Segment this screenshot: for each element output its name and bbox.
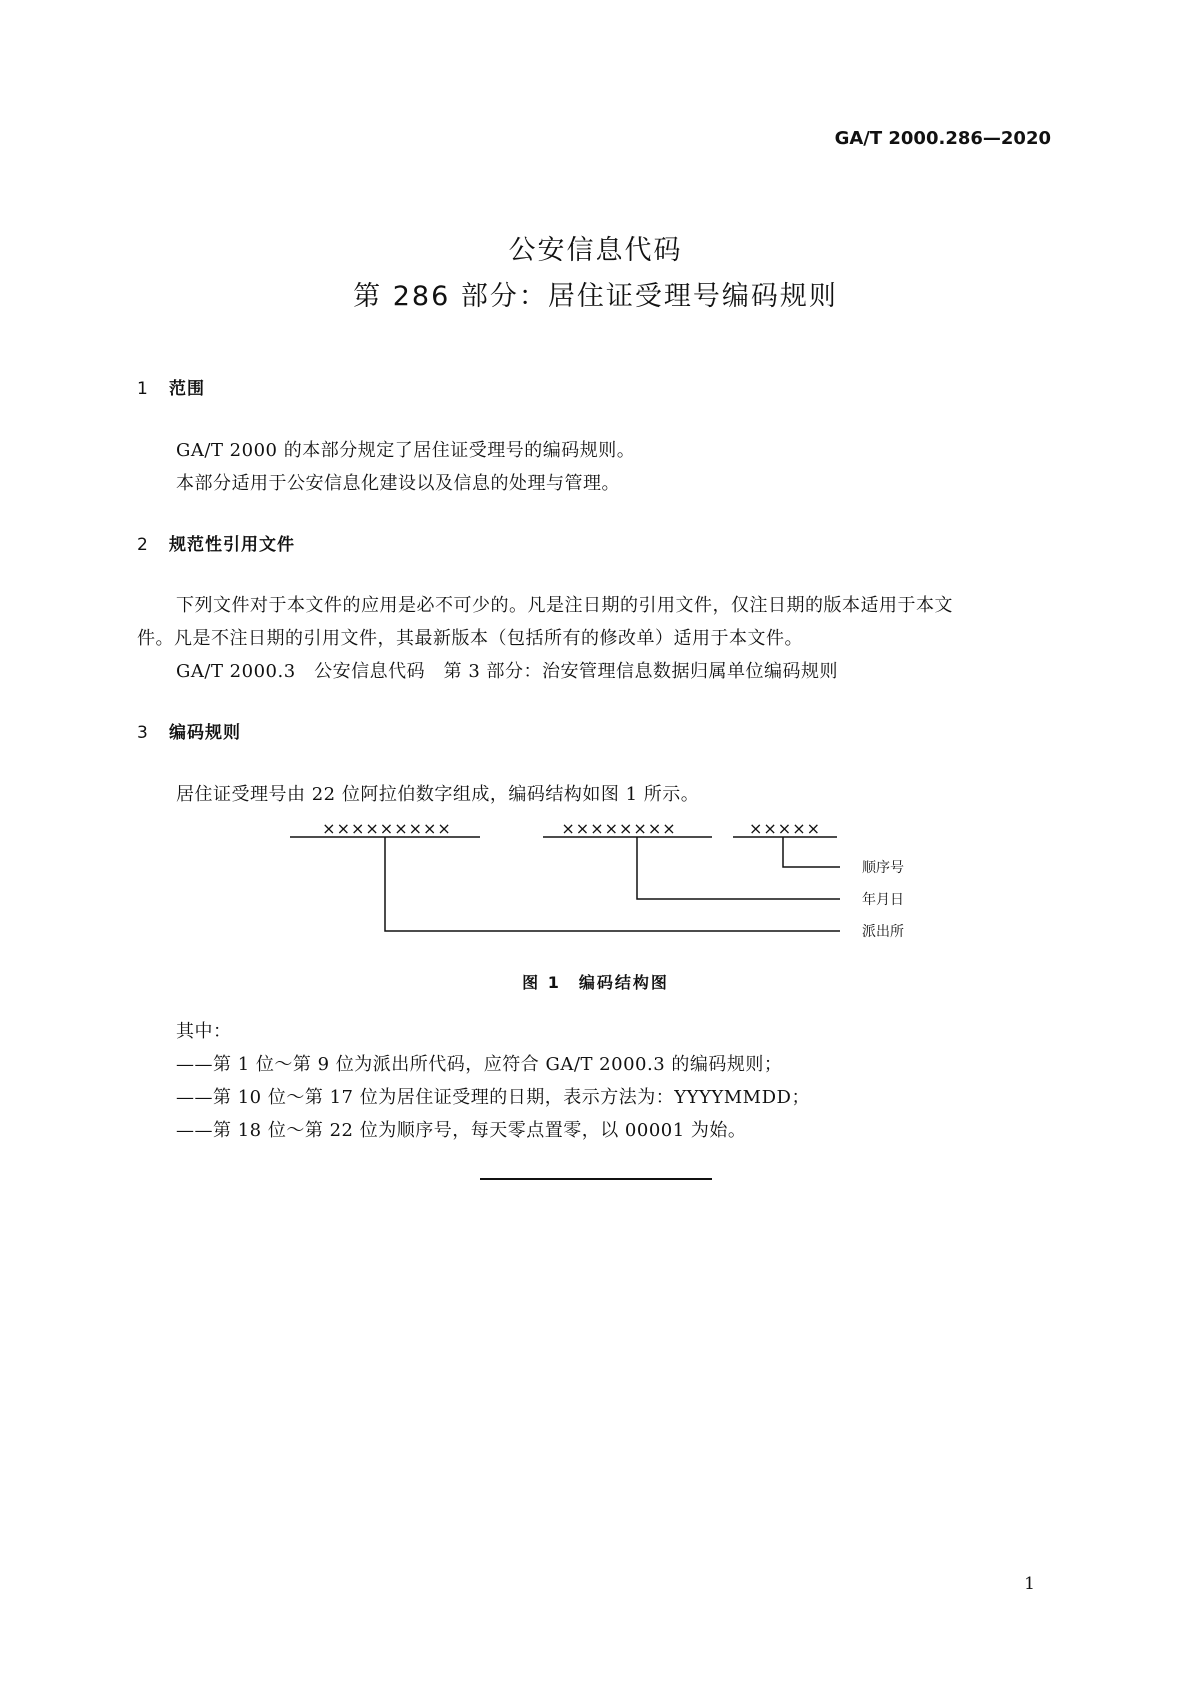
- section-number: 3: [137, 723, 149, 743]
- date-label: 年月日: [862, 892, 904, 908]
- sequence-leader-line: [783, 837, 840, 867]
- station-label: 派出所: [862, 924, 904, 940]
- sequence-code-placeholder: ×××××: [748, 819, 822, 838]
- paragraph: GA/T 2000 的本部分规定了居住证受理号的编码规则。: [176, 440, 636, 461]
- section-number: 1: [137, 379, 149, 399]
- notes-intro: 其中：: [176, 1021, 232, 1042]
- reference-item: GA/T 2000.3 公安信息代码 第 3 部分：治安管理信息数据归属单位编码规则: [176, 661, 839, 682]
- list-item: ——第 18 位～第 22 位为顺序号，每天零点置零，以 00001 为始。: [176, 1120, 747, 1141]
- paragraph: 本部分适用于公安信息化建设以及信息的处理与管理。: [176, 473, 620, 494]
- paragraph: 下列文件对于本文件的应用是必不可少的。凡是注日期的引用文件，仅注日期的版本适用于本文: [176, 595, 953, 616]
- section-title: 编码规则: [169, 723, 241, 743]
- section-title: 范围: [169, 379, 205, 399]
- end-of-document-rule: [480, 1178, 712, 1180]
- title-line-2: 第 286 部分：居住证受理号编码规则: [353, 281, 838, 312]
- paragraph: 件。凡是不注日期的引用文件，其最新版本（包括所有的修改单）适用于本文件。: [137, 628, 803, 649]
- list-item: ——第 10 位～第 17 位为居住证受理的日期，表示方法为：YYYYMMDD；: [176, 1087, 810, 1108]
- paragraph: 居住证受理号由 22 位阿拉伯数字组成，编码结构如图 1 所示。: [176, 784, 700, 805]
- sequence-label: 顺序号: [862, 860, 904, 876]
- station-code-placeholder: ×××××××××: [322, 819, 452, 838]
- document-code: GA/T 2000.286—2020: [834, 128, 1051, 149]
- station-leader-line: [385, 837, 840, 931]
- list-item: ——第 1 位～第 9 位为派出所代码，应符合 GA/T 2000.3 的编码规则；: [176, 1054, 783, 1075]
- date-leader-line: [637, 837, 840, 899]
- figure-caption: 图 1 编码结构图: [522, 973, 669, 992]
- section-title: 规范性引用文件: [169, 535, 295, 555]
- date-code-placeholder: ××××××××: [561, 819, 677, 838]
- title-line-1: 公安信息代码: [508, 235, 683, 266]
- section-number: 2: [137, 535, 149, 555]
- page-number: 1: [1024, 1574, 1035, 1594]
